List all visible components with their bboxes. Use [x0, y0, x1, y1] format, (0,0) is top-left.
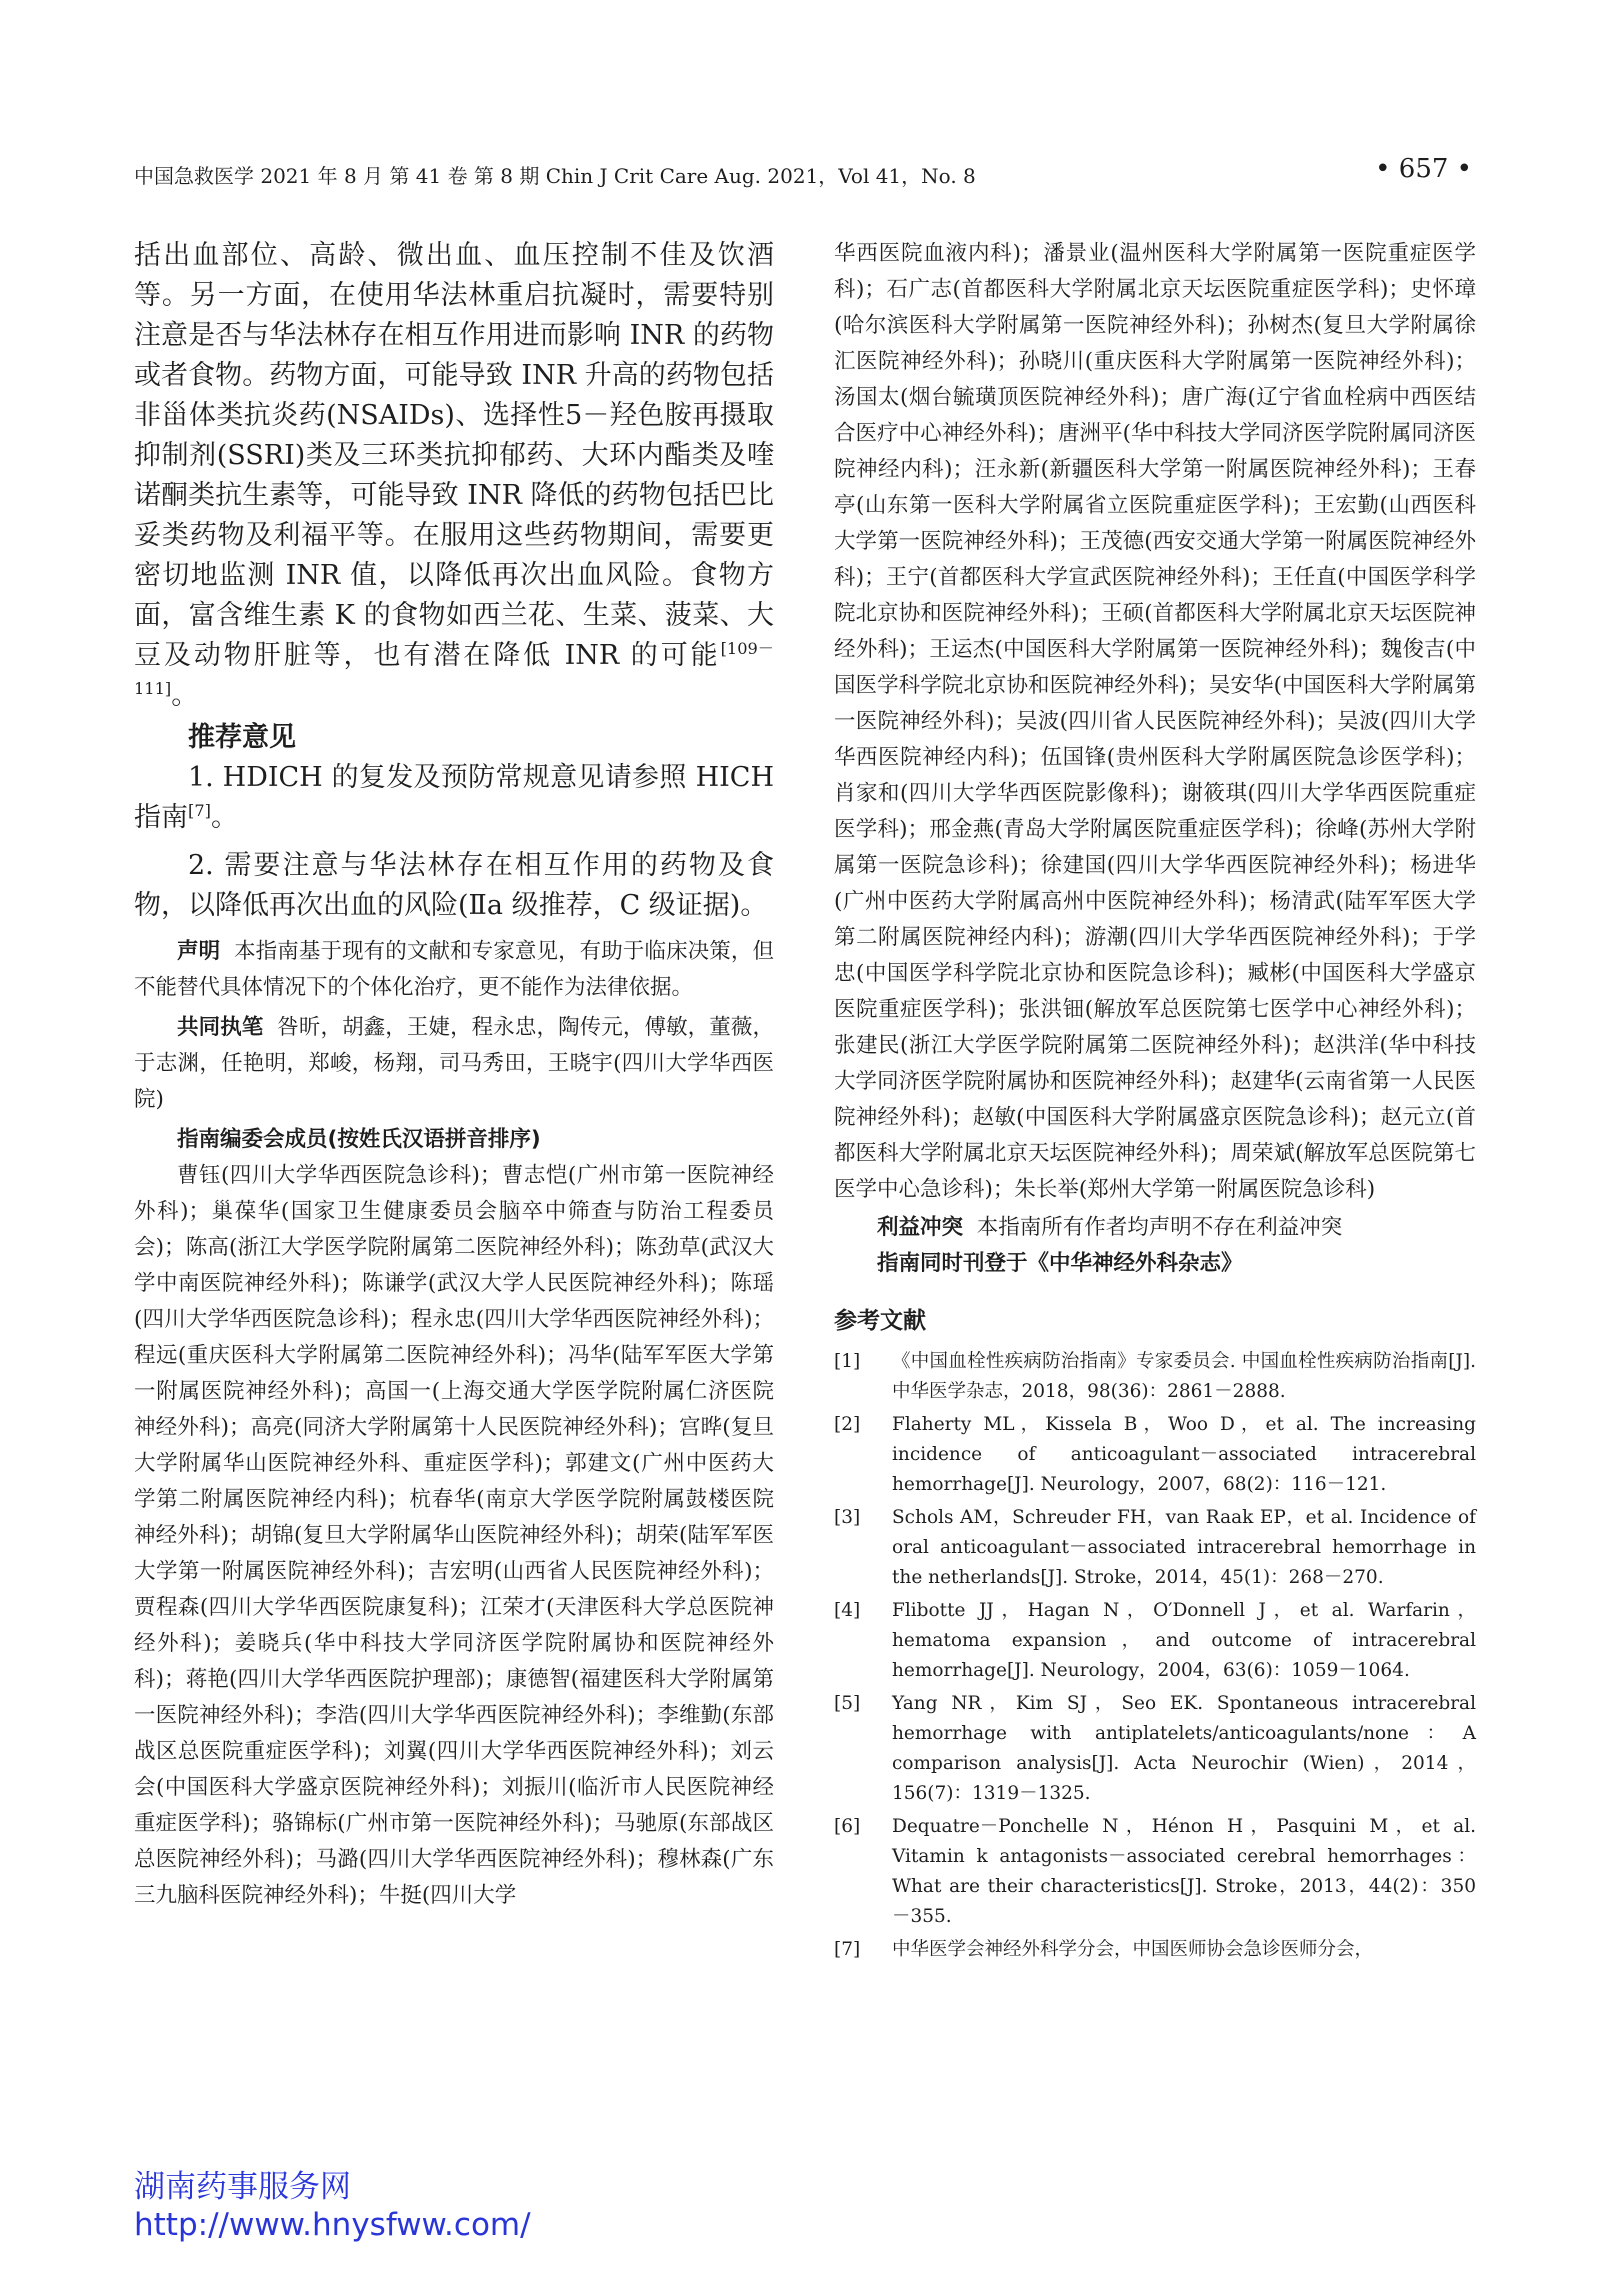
reference-text: Flibotte JJ，Hagan N，O′Donnell J，et al. Warfarin，hematoma expansion，and outcome of intracerebral hemorrhage[J]. Neurology，2004，63(6)：1059－1064.: [892, 1600, 1476, 1681]
authors-paragraph: [134, 1010, 774, 1118]
reference-number: [7]: [834, 1939, 861, 1960]
reference-item: [834, 1503, 1476, 1593]
reference-number: [2]: [834, 1414, 861, 1435]
right-column: [834, 236, 1476, 1968]
reference-list: [834, 1347, 1476, 1965]
reference-item: [834, 1347, 1476, 1407]
left-column: [134, 236, 774, 1914]
references-heading: 参考文献: [834, 1308, 926, 1334]
recommendation-1-end: 。: [210, 802, 238, 833]
reference-number: [4]: [834, 1600, 861, 1621]
reference-text: Schols AM，Schreuder FH，van Raak EP，et al. Incidence of oral anticoagulant－associated intracerebral hemorrhage in the netherlands[J]. Stroke，2014，45(1)：268－270.: [892, 1507, 1476, 1588]
running-header: [134, 154, 1472, 194]
conflict-paragraph: [834, 1210, 1476, 1246]
reference-text: Flaherty ML，Kissela B，Woo D，et al. The increasing incidence of anticoagulant－associated intracerebral hemorrhage[J]. Neurology，2007，68(2)：116－121.: [892, 1414, 1476, 1495]
journal-citation: 中国急救医学 2021 年 8 月 第 41 卷 第 8 期 Chin J Crit Care Aug. 2021，Vol 41，No. 8: [134, 164, 976, 188]
citation: [109－111]: [134, 639, 774, 698]
authors-text: 咎昕，胡鑫，王婕，程永忠，陶传元，傅敏，董薇，于志渊，任艳明，郑峻，杨翔，司马秀田，王晓宇(四川大学华西医院): [134, 1015, 774, 1112]
watermark-url[interactable]: http://www.hnysfww.com/: [134, 2207, 531, 2243]
recommendation-1: [134, 758, 774, 838]
conflict-label: 利益冲突: [877, 1215, 964, 1240]
citation: [7]: [188, 801, 211, 820]
reference-number: [5]: [834, 1693, 861, 1714]
body-paragraph: [134, 236, 774, 716]
reference-text: Yang NR，Kim SJ，Seo EK. Spontaneous intracerebral hemorrhage with antiplatelets/anticoagulants/none：A comparison analysis[J]. Acta Neurochir (Wien)，2014，156(7)：1319－1325.: [892, 1693, 1476, 1804]
reference-item: [834, 1689, 1476, 1809]
authors-label: 共同执笔: [177, 1015, 264, 1040]
copublication-note: 指南同时刊登于《中华神经外科杂志》: [877, 1251, 1243, 1276]
reference-number: [6]: [834, 1816, 861, 1837]
watermark: [134, 2168, 531, 2244]
reference-item: [834, 1596, 1476, 1686]
recommendation-1-text: 1. HDICH 的复发及预防常规意见请参照 HICH 指南: [134, 762, 774, 833]
reference-item: [834, 1935, 1476, 1965]
reference-item: [834, 1410, 1476, 1500]
watermark-site-name: 湖南药事服务网: [134, 2169, 351, 2205]
committee-heading: 指南编委会成员(按姓氏汉语拼音排序): [177, 1127, 541, 1152]
committee-list-continued: 华西医院血液内科)；潘景业(温州医科大学附属第一医院重症医学科)；石广志(首都医科大学附属北京天坛医院重症医学科)；史怀璋(哈尔滨医科大学附属第一医院神经外科)；孙树杰(复旦大学附属徐汇医院神经外科)；孙晓川(重庆医科大学附属第一医院神经外科)；汤国太(烟台毓璜顶医院神经外科)；唐广海(辽宁省血栓病中西医结合医疗中心神经外科)；唐洲平(华中科技大学同济医学院附属同济医院神经内科)；汪永新(新疆医科大学第一附属医院神经外科)；王春亭(山东第一医科大学附属省立医院重症医学科)；王宏勤(山西医科大学第一医院神经外科)；王茂德(西安交通大学第一附属医院神经外科)；王宁(首都医科大学宣武医院神经外科)；王任直(中国医学科学院北京协和医院神经外科)；王硕(首都医科大学附属北京天坛医院神经外科)；王运杰(中国医科大学附属第一医院神经外科)；魏俊吉(中国医学科学院北京协和医院神经外科)；吴安华(中国医科大学附属第一医院神经外科)；吴波(四川省人民医院神经外科)；吴波(四川大学华西医院神经内科)；伍国锋(贵州医科大学附属医院急诊医学科)；肖家和(四川大学华西医院影像科)；谢筱琪(四川大学华西医院重症医学科)；邢金燕(青岛大学附属医院重症医学科)；徐峰(苏州大学附属第一医院急诊科)；徐建国(四川大学华西医院神经外科)；杨进华(广州中医药大学附属高州中医院神经外科)；杨清武(陆军军医大学第二附属医院神经内科)；游潮(四川大学华西医院神经外科)；于学忠(中国医学科学院北京协和医院急诊科)；臧彬(中国医科大学盛京医院重症医学科)；张洪钿(解放军总医院第七医学中心神经外科)；张建民(浙江大学医学院附属第二医院神经外科)；赵洪洋(华中科技大学同济医学院附属协和医院神经外科)；赵建华(云南省第一人民医院神经外科)；赵敏(中国医科大学附属盛京医院急诊科)；赵元立(首都医科大学附属北京天坛医院神经外科)；周荣斌(解放军总医院第七医学中心急诊科)；朱长举(郑州大学第一附属医院急诊科): [834, 241, 1476, 1202]
reference-item: [834, 1812, 1476, 1932]
paragraph-text: 括出血部位、高龄、微出血、血压控制不佳及饮酒等。另一方面，在使用华法林重启抗凝时，需要特别注意是否与华法林存在相互作用进而影响 INR 的药物或者食物。药物方面，可能导致 INR 升高的药物包括非甾体类抗炎药(NSAIDs)、选择性5－羟色胺再摄取抑制剂(SSRI)类及三环类抗抑郁药、大环内酯类及喹诺酮类抗生素等，可能导致 INR 降低的药物包括巴比妥类药物及利福平等。在服用这些药物期间，需要更密切地监测 INR 值，以降低再次出血风险。食物方面，富含维生素 K 的食物如西兰花、生菜、菠菜、大豆及动物肝脏等，也有潜在降低 INR 的可能: [134, 240, 774, 671]
recommendation-heading: 推荐意见: [188, 722, 296, 753]
statement-paragraph: [134, 934, 774, 1006]
committee-list: 曹钰(四川大学华西医院急诊科)；曹志恺(广州市第一医院神经外科)；巢葆华(国家卫生健康委员会脑卒中筛查与防治工程委员会)；陈高(浙江大学医学院附属第二医院神经外科)；陈劲草(武汉大学中南医院神经外科)；陈谦学(武汉大学人民医院神经外科)；陈瑶(四川大学华西医院急诊科)；程永忠(四川大学华西医院神经外科)；程远(重庆医科大学附属第二医院神经外科)；冯华(陆军军医大学第一附属医院神经外科)；高国一(上海交通大学医学院附属仁济医院神经外科)；高亮(同济大学附属第十人民医院神经外科)；宫晔(复旦大学附属华山医院神经外科、重症医学科)；郭建文(广州中医药大学第二附属医院神经内科)；杭春华(南京大学医学院附属鼓楼医院神经外科)；胡锦(复旦大学附属华山医院神经外科)；胡荣(陆军军医大学第一附属医院神经外科)；吉宏明(山西省人民医院神经外科)；贾程森(四川大学华西医院康复科)；江荣才(天津医科大学总医院神经外科)；姜晓兵(华中科技大学同济医学院附属协和医院神经外科)；蒋艳(四川大学华西医院护理部)；康德智(福建医科大学附属第一医院神经外科)；李浩(四川大学华西医院神经外科)；李维勤(东部战区总医院重症医学科)；刘翼(四川大学华西医院神经外科)；刘云会(中国医科大学盛京医院神经外科)；刘振川(临沂市人民医院神经重症医学科)；骆锦标(广州市第一医院神经外科)；马驰原(东部战区总医院神经外科)；马潞(四川大学华西医院神经外科)；穆林森(广东三九脑科医院神经外科)；牛挺(四川大学: [134, 1163, 774, 1908]
statement-text: 本指南基于现有的文献和专家意见，有助于临床决策，但不能替代具体情况下的个体化治疗，更不能作为法律依据。: [134, 939, 774, 1000]
reference-text: 中华医学会神经外科学分会，中国医师协会急诊医师分会，: [892, 1939, 1374, 1960]
reference-text: Dequatre－Ponchelle N，Hénon H，Pasquini M，et al. Vitamin k antagonists－associated cerebral hemorrhages：What are their characteristics[J]. Stroke，2013，44(2)：350－355.: [892, 1816, 1476, 1927]
recommendation-2: 2. 需要注意与华法林存在相互作用的药物及食物，以降低再次出血的风险(Ⅱa 级推荐，C 级证据)。: [134, 850, 774, 921]
reference-text: 《中国血栓性疾病防治指南》专家委员会. 中国血栓性疾病防治指南[J]. 中华医学杂志，2018，98(36)：2861－2888.: [892, 1351, 1476, 1402]
reference-number: [3]: [834, 1507, 861, 1528]
reference-number: [1]: [834, 1351, 861, 1372]
paragraph-end: 。: [171, 680, 199, 711]
page-number: • 657 •: [1375, 154, 1472, 184]
conflict-text: 本指南所有作者均声明不存在利益冲突: [976, 1215, 1343, 1240]
statement-label: 声明: [177, 939, 221, 964]
